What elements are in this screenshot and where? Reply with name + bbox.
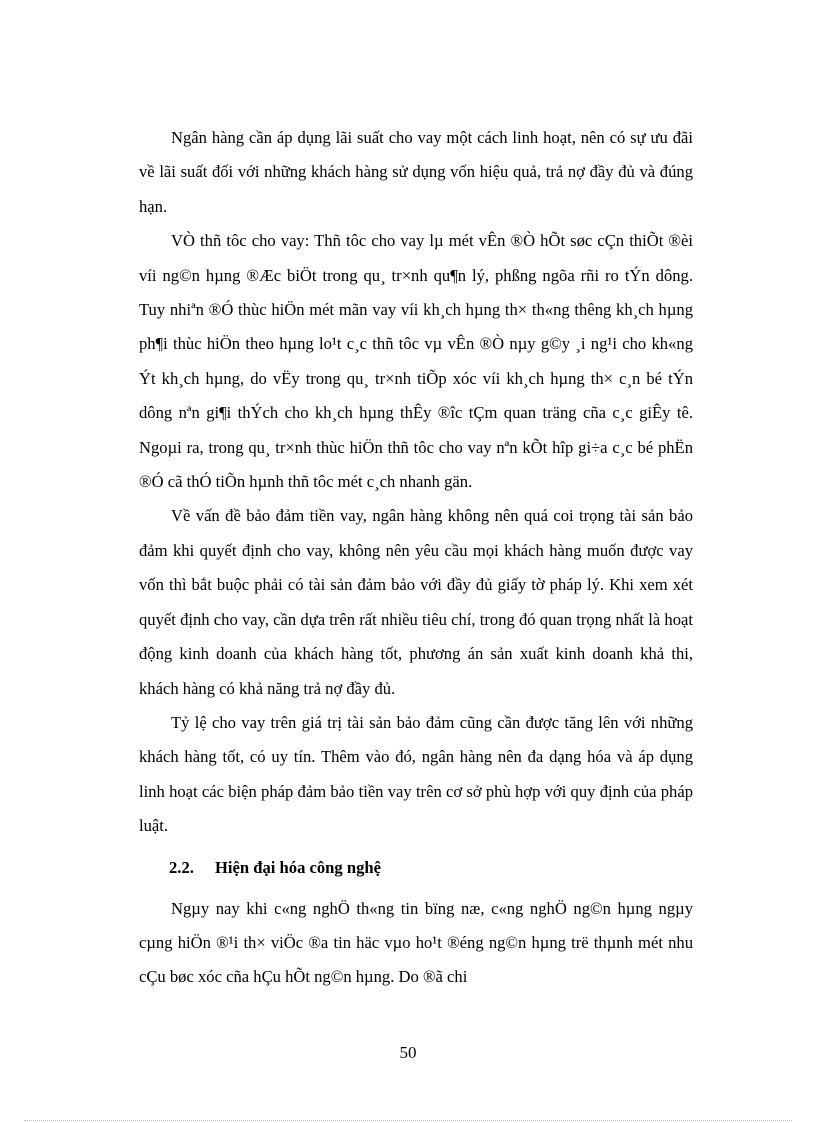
paragraph-loan-procedure: VÒ thñ tôc cho vay: Thñ tôc cho vay lµ mét vÊn ®Ò hÕt søc cÇn thiÕt ®èi víi ng©n hµng ®Æc biÖt trong qu¸ tr×nh qu¶n lý, phßng ngõa rñi ro tÝn dông. Tuy nhiªn ®Ó thùc hiÖn mét mãn vay víi kh¸ch hµng th× th«ng thêng kh¸ch hµng ph¶i thùc hiÖn theo hµng lo¹t c¸c thñ tôc vµ vÊn ®Ò nµy g©y ¸i ng¹i cho kh«ng Ýt kh¸ch hµng, do vËy trong qu¸ tr×nh tiÕp xóc víi kh¸ch hµng th× c¸n bé tÝn dông nªn gi¶i thÝch cho kh¸ch hµng thÊy ®îc tÇm quan träng cña c¸c giÊy tê. Ngoµi ra, trong qu¸ tr×nh thùc hiÖn thñ tôc cho vay nªn kÕt hîp gi÷a c¸c bé phËn ®Ó cã thÓ tiÕn hµnh thñ tôc mét c¸ch nhanh gän. [139, 231, 693, 492]
body-text [139, 121, 693, 995]
paragraph-loan-ratio: Tỷ lệ cho vay trên giá trị tài sản bảo đảm cũng cần được tăng lên với những khách hàng tốt, có uy tín. Thêm vào đó, ngân hàng nên đa dạng hóa và áp dụng linh hoạt các biện pháp đảm bảo tiền vay trên cơ sở phù hợp với quy định của pháp luật. [139, 712, 693, 836]
paragraph-technology: Ngµy nay khi c«ng nghÖ th«ng tin bïng næ, c«ng nghÖ ng©n hµng ngµy cµng hiÖn ®¹i th× viÖc ®a tin häc vµo ho¹t ®éng ng©n hµng trë thµnh mét nhu cÇu bøc xóc cña hÇu hÕt ng©n hµng. Do ®ã chi [139, 898, 693, 987]
paragraph-loan-security: Về vấn đề bảo đảm tiền vay, ngân hàng không nên quá coi trọng tài sản bảo đảm khi quyết định cho vay, không nên yêu cầu mọi khách hàng muốn được vay vốn thì bắt buộc phải có tài sản đảm bảo với đầy đủ giấy tờ pháp lý. Khi xem xét quyết định cho vay, cần dựa trên rất nhiều tiêu chí, trong đó quan trọng nhất là hoạt động kinh doanh của khách hàng tốt, phương án sản xuất kinh doanh khả thi, khách hàng có khả năng trả nợ đầy đủ. [139, 506, 693, 698]
section-heading [139, 844, 693, 892]
section-title: Hiện đại hóa công nghệ [215, 857, 381, 877]
page-number: 50 [399, 1043, 417, 1062]
paragraph-interest-rate: Ngân hàng cần áp dụng lãi suất cho vay một cách linh hoạt, nên có sự ưu đãi về lãi suất đối với những khách hàng sử dụng vốn hiệu quả, trả nợ đầy đủ và đúng hạn. [139, 128, 693, 216]
page-bottom-divider [24, 1120, 792, 1121]
section-number: 2.2. [169, 857, 194, 877]
